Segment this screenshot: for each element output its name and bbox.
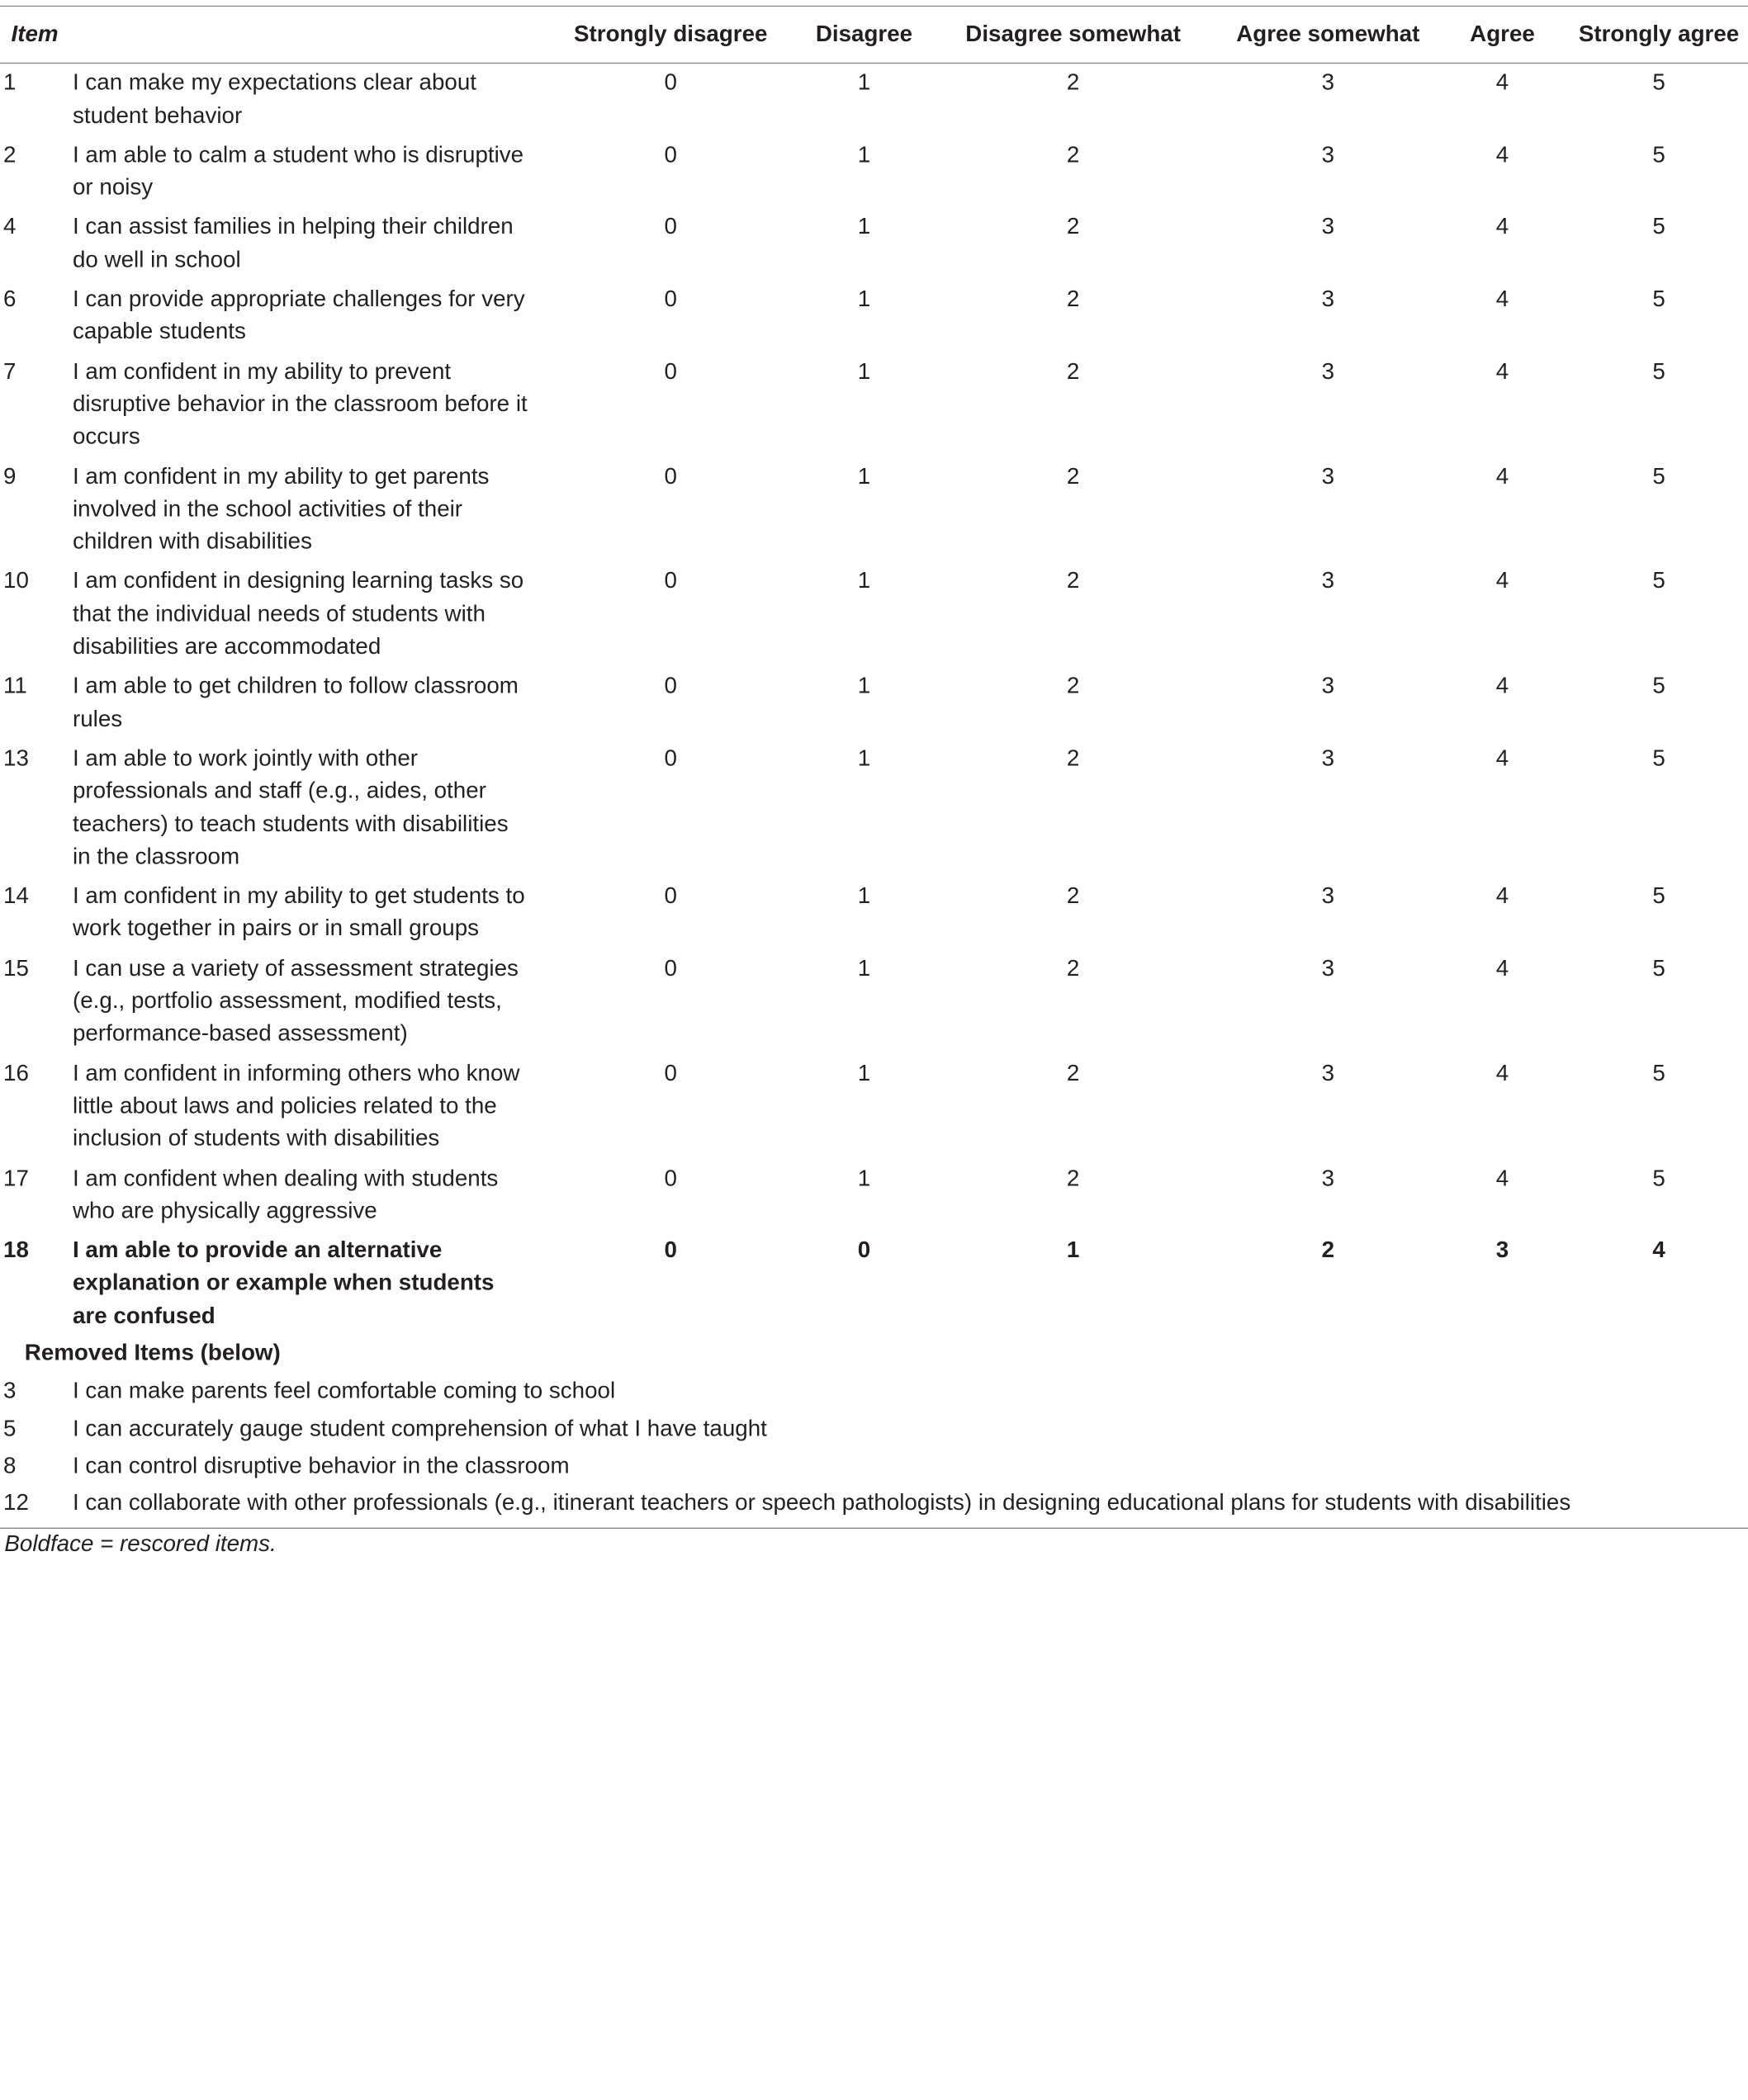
- item-number: 15: [3, 955, 29, 981]
- score-cell: 4: [1495, 286, 1509, 312]
- score-cell: 5: [1652, 568, 1665, 594]
- header-rule: [0, 63, 1748, 64]
- score-cell: 2: [1066, 286, 1080, 312]
- scale-items-table: [0, 6, 1748, 1521]
- score-cell: 3: [1321, 141, 1335, 168]
- score-cell: 4: [1495, 463, 1509, 490]
- score-cell: 3: [1321, 1060, 1335, 1086]
- removed-item-number: 12: [3, 1489, 29, 1516]
- score-cell: 2: [1066, 882, 1080, 909]
- removed-item-number: 8: [3, 1452, 17, 1478]
- table-row: [0, 352, 1748, 456]
- score-cell: 4: [1495, 955, 1509, 981]
- item-number: 2: [3, 141, 17, 168]
- item-number: 4: [3, 214, 17, 240]
- score-cell: 0: [664, 955, 678, 981]
- score-cell: 0: [664, 141, 678, 168]
- score-cell: 1: [857, 1060, 871, 1086]
- score-cell: 0: [664, 745, 678, 772]
- score-cell: 0: [664, 1237, 678, 1263]
- score-cell: 0: [664, 214, 678, 240]
- score-cell: 3: [1321, 1165, 1335, 1191]
- item-number: 6: [3, 286, 17, 312]
- table-row: [0, 739, 1748, 877]
- score-cell: 0: [664, 882, 678, 909]
- score-cell: 3: [1321, 358, 1335, 385]
- score-cell: 4: [1652, 1237, 1665, 1263]
- table-row: [0, 280, 1748, 352]
- score-cell: 1: [857, 745, 871, 772]
- table-footnote: Boldface = rescored items.: [4, 1530, 277, 1557]
- score-cell: 1: [857, 463, 871, 490]
- table-row: [0, 561, 1748, 666]
- header-strongly-disagree: Strongly disagree: [574, 21, 768, 47]
- score-cell: 5: [1652, 286, 1665, 312]
- score-cell: 2: [1066, 214, 1080, 240]
- table-row: [0, 135, 1748, 207]
- item-text: I am able to provide an alternative explanation or example when students are confused: [72, 1237, 495, 1329]
- bottom-rule: [0, 1528, 1748, 1529]
- score-cell: 0: [664, 673, 678, 699]
- score-cell: 0: [664, 358, 678, 385]
- score-cell: 4: [1495, 745, 1509, 772]
- item-text: I can use a variety of assessment strategies (e.g., portfolio assessment, modified tests, performance-based assessment): [72, 955, 519, 1047]
- score-cell: 4: [1495, 214, 1509, 240]
- score-cell: 2: [1066, 69, 1080, 96]
- score-cell: 5: [1652, 1165, 1665, 1191]
- score-cell: 3: [1321, 214, 1335, 240]
- item-number: 11: [3, 673, 27, 699]
- score-cell: 1: [857, 673, 871, 699]
- item-text: I am confident in my ability to get students to work together in pairs or in small groups: [72, 882, 525, 942]
- score-cell: 2: [1066, 568, 1080, 594]
- score-cell: 5: [1652, 673, 1665, 699]
- item-text: I am able to work jointly with other professionals and staff (e.g., aides, other teachers) to teach students with disabilities in the classroom: [72, 745, 509, 870]
- score-cell: 5: [1652, 69, 1665, 96]
- removed-row: [0, 1447, 1748, 1484]
- item-number: 9: [3, 463, 17, 490]
- score-cell: 1: [1066, 1237, 1080, 1263]
- score-cell: 2: [1066, 1060, 1080, 1086]
- item-number: 17: [3, 1165, 29, 1191]
- score-cell: 1: [857, 214, 871, 240]
- score-cell: 1: [857, 286, 871, 312]
- item-number: 18: [3, 1237, 29, 1263]
- score-cell: 3: [1321, 286, 1335, 312]
- removed-item-text: I can collaborate with other professionals (e.g., itinerant teachers or speech pathologists) in designing educational plans for students with disabilities: [72, 1489, 1571, 1516]
- header-disagree-somewhat: Disagree somewhat: [965, 21, 1181, 47]
- score-cell: 0: [664, 1165, 678, 1191]
- removed-item-text: I can make parents feel comfortable coming to school: [72, 1378, 616, 1404]
- table-row: [0, 948, 1748, 1053]
- score-cell: 5: [1652, 745, 1665, 772]
- score-cell: 4: [1495, 69, 1509, 96]
- score-cell: 5: [1652, 1060, 1665, 1086]
- item-text: I am confident in my ability to prevent disruptive behavior in the classroom before it occurs: [72, 358, 528, 450]
- score-cell: 4: [1495, 568, 1509, 594]
- item-text: I am able to get children to follow classroom rules: [72, 673, 519, 732]
- score-cell: 2: [1066, 1165, 1080, 1191]
- item-text: I am confident in informing others who know little about laws and policies related to the inclusion of students with disabilities: [72, 1060, 520, 1152]
- table-row: [0, 63, 1748, 135]
- score-cell: 2: [1066, 673, 1080, 699]
- score-cell: 0: [664, 1060, 678, 1086]
- score-cell: 3: [1321, 882, 1335, 909]
- score-cell: 1: [857, 141, 871, 168]
- score-cell: 4: [1495, 1165, 1509, 1191]
- score-cell: 5: [1652, 214, 1665, 240]
- score-cell: 0: [857, 1237, 871, 1263]
- score-cell: 1: [857, 568, 871, 594]
- item-text: I can make my expectations clear about student behavior: [72, 69, 477, 129]
- table-header: [0, 6, 1748, 63]
- removed-item-text: I can control disruptive behavior in the classroom: [72, 1452, 570, 1478]
- header-disagree: Disagree: [815, 21, 913, 47]
- item-rows: [0, 63, 1748, 1336]
- score-cell: 5: [1652, 882, 1665, 909]
- score-cell: 5: [1652, 358, 1665, 385]
- removed-row: [0, 1373, 1748, 1410]
- score-cell: 2: [1066, 141, 1080, 168]
- removed-row: [0, 1410, 1748, 1447]
- score-cell: 4: [1495, 673, 1509, 699]
- table-row: [0, 877, 1748, 948]
- removed-item-number: 3: [3, 1378, 17, 1404]
- removed-items: [0, 1336, 1748, 1521]
- score-cell: 2: [1066, 955, 1080, 981]
- score-cell: 0: [664, 568, 678, 594]
- header-item: Item: [11, 21, 59, 47]
- header-agree-somewhat: Agree somewhat: [1236, 21, 1420, 47]
- score-cell: 0: [664, 286, 678, 312]
- score-cell: 1: [857, 955, 871, 981]
- score-cell: 0: [664, 463, 678, 490]
- score-cell: 4: [1495, 1060, 1509, 1086]
- score-cell: 2: [1321, 1237, 1335, 1263]
- score-cell: 5: [1652, 141, 1665, 168]
- score-cell: 3: [1321, 955, 1335, 981]
- removed-item-text: I can accurately gauge student comprehension of what I have taught: [72, 1415, 767, 1441]
- table-row: [0, 1053, 1748, 1158]
- item-text: I am able to calm a student who is disruptive or noisy: [72, 141, 524, 201]
- score-cell: 2: [1066, 358, 1080, 385]
- score-cell: 3: [1321, 69, 1335, 96]
- score-cell: 1: [857, 358, 871, 385]
- header-agree: Agree: [1470, 21, 1535, 47]
- score-cell: 1: [857, 1165, 871, 1191]
- item-number: 10: [3, 568, 29, 594]
- table-row: [0, 1158, 1748, 1230]
- item-text: I can provide appropriate challenges for very capable students: [72, 286, 525, 345]
- table-container: [0, 6, 1748, 1521]
- table-row: [0, 456, 1748, 561]
- item-number: 14: [3, 882, 29, 909]
- score-cell: 3: [1321, 673, 1335, 699]
- removed-item-number: 5: [3, 1415, 17, 1441]
- score-cell: 2: [1066, 463, 1080, 490]
- score-cell: 5: [1652, 463, 1665, 490]
- score-cell: 3: [1321, 463, 1335, 490]
- item-number: 1: [3, 69, 17, 96]
- removed-row: [0, 1484, 1748, 1521]
- item-number: 7: [3, 358, 17, 385]
- item-number: 13: [3, 745, 29, 772]
- table-row: [0, 1231, 1748, 1336]
- score-cell: 3: [1321, 568, 1335, 594]
- item-number: 16: [3, 1060, 29, 1086]
- removed-section-header: [0, 1336, 1748, 1373]
- header-strongly-agree: Strongly agree: [1578, 21, 1740, 47]
- table-row: [0, 207, 1748, 279]
- score-cell: 3: [1321, 745, 1335, 772]
- item-text: I am confident when dealing with students who are physically aggressive: [72, 1165, 499, 1224]
- removed-section-label: Removed Items (below): [24, 1340, 281, 1366]
- table-row: [0, 666, 1748, 738]
- score-cell: 4: [1495, 358, 1509, 385]
- score-cell: 5: [1652, 955, 1665, 981]
- score-cell: 0: [664, 69, 678, 96]
- score-cell: 1: [857, 69, 871, 96]
- score-cell: 3: [1495, 1237, 1509, 1263]
- item-text: I am confident in my ability to get parents involved in the school activities of their children with disabilities: [72, 463, 490, 555]
- score-cell: 4: [1495, 141, 1509, 168]
- score-cell: 2: [1066, 745, 1080, 772]
- item-text: I can assist families in helping their children do well in school: [72, 214, 514, 273]
- score-cell: 1: [857, 882, 871, 909]
- item-text: I am confident in designing learning tasks so that the individual needs of students with disabilities are accommodated: [72, 568, 524, 660]
- score-cell: 4: [1495, 882, 1509, 909]
- header-row: [0, 6, 1748, 63]
